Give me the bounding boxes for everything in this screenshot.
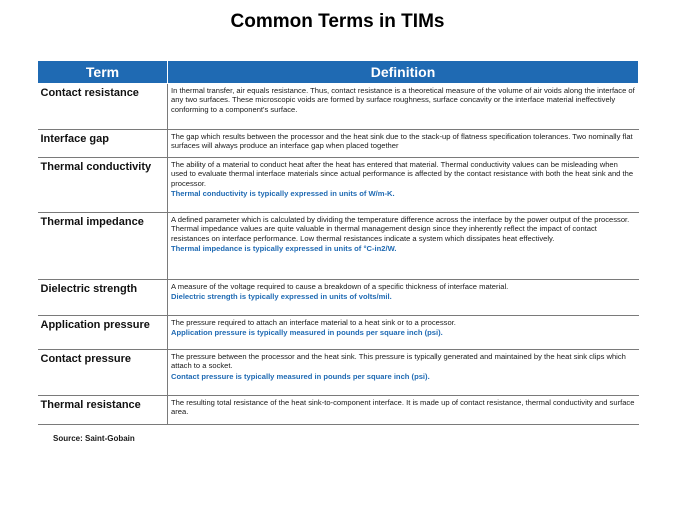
table-row [38,396,639,425]
unit-note: Dielectric strength is typically expressed in units of volts/mil. [171,292,392,302]
table-header-row [38,61,639,84]
unit-note: Contact pressure is typically measured in pounds per square inch (psi). [171,371,430,381]
term-cell: Contact resistance [38,84,168,130]
term-column-header: Term [38,61,168,84]
terms-table [37,60,639,425]
definition-cell [168,280,639,316]
term-cell: Contact pressure [38,350,168,396]
source-credit: Source: Saint-Gobain [53,434,135,443]
term-cell: Dielectric strength [38,280,168,316]
table-row [38,350,639,396]
definition-text: A measure of the voltage required to cause a breakdown of a specific thickness of interface material. [171,282,509,291]
table-row [38,213,639,280]
unit-note: Application pressure is typically measured in pounds per square inch (psi). [171,328,443,338]
term-cell: Thermal conductivity [38,158,168,213]
definition-cell [168,130,639,158]
definition-cell [168,396,639,425]
definition-text: A defined parameter which is calculated by dividing the temperature difference across the interface by the power output of the processor. Thermal impedance values are quite valuable in thermal management design since they inherently reflect the impact of contact resistances on interface performance. Low thermal resistances indicate a system which dissipates heat effectively. [171,215,630,243]
definition-text: The pressure between the processor and the heat sink. This pressure is typically generated and maintained by the heat sink clips which attach to a socket. [171,352,626,371]
page-title: Common Terms in TIMs [230,11,445,32]
table-row [38,280,639,316]
definition-text: The pressure required to attach an interface material to a heat sink or to a processor. [171,318,456,327]
definition-text: In thermal transfer, air equals resistance. Thus, contact resistance is a theoretical measure of the volume of air voids along the interface of any two surfaces. These microscopic voids are formed by surface roughness, surface concavity or the interface material ineffectively conforming to a component's surface. [171,86,635,114]
term-cell: Thermal impedance [38,213,168,280]
definition-cell [168,213,639,280]
definition-cell [168,84,639,130]
unit-note: Thermal impedance is typically expressed in units of °C-in2/W. [171,244,397,254]
table-row [38,316,639,350]
definition-cell [168,316,639,350]
definition-cell [168,158,639,213]
definition-cell [168,350,639,396]
term-cell: Interface gap [38,130,168,158]
table-row [38,158,639,213]
term-cell: Thermal resistance [38,396,168,425]
definition-text: The gap which results between the processor and the heat sink due to the stack-up of flatness specification tolerances. Two nominally flat surfaces will always produce an interface gap when placed together [171,132,633,151]
table-row [38,130,639,158]
definition-text: The ability of a material to conduct heat after the heat has entered that material. Thermal conductivity values can be misleading when used to evaluate thermal interface materials since actual performance is affected by the contact resistance with both the heat sink and the processor. [171,160,634,188]
definition-column-header: Definition [168,61,639,84]
definition-text: The resulting total resistance of the heat sink-to-component interface. It is made up of contact resistance, thermal conductivity and surface area. [171,398,635,417]
term-cell: Application pressure [38,316,168,350]
table-row [38,84,639,130]
unit-note: Thermal conductivity is typically expressed in units of W/m-K. [171,189,395,199]
